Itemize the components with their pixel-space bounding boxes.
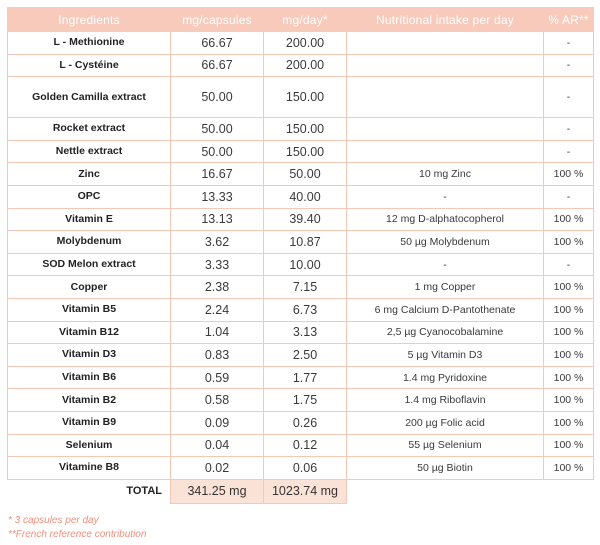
total-blank-cell	[347, 479, 544, 503]
ingredient-cell: SOD Melon extract	[8, 253, 171, 276]
intake-cell: 50 µg Molybdenum	[347, 231, 544, 254]
mg-day-cell: 150.00	[264, 118, 347, 141]
table-row	[8, 276, 594, 299]
intake-cell: 12 mg D-alphatocopherol	[347, 208, 544, 231]
mg-day-cell: 7.15	[264, 276, 347, 299]
mg-day-cell: 50.00	[264, 163, 347, 186]
intake-cell: -	[347, 185, 544, 208]
table-row	[8, 298, 594, 321]
mg-capsule-cell: 0.04	[171, 434, 264, 457]
header-mg-day: mg/day*	[264, 8, 347, 32]
intake-cell: 55 µg Selenium	[347, 434, 544, 457]
ingredient-cell: Nettle extract	[8, 140, 171, 163]
table-header	[8, 8, 594, 32]
mg-day-cell: 3.13	[264, 321, 347, 344]
header-mg-capsules: mg/capsules	[171, 8, 264, 32]
table-footer	[8, 479, 594, 503]
intake-cell	[347, 118, 544, 141]
ar-cell: 100 %	[544, 298, 594, 321]
ingredient-cell: Vitamin B5	[8, 298, 171, 321]
mg-day-cell: 6.73	[264, 298, 347, 321]
mg-capsule-cell: 0.59	[171, 366, 264, 389]
table-row	[8, 208, 594, 231]
mg-capsule-cell: 0.02	[171, 457, 264, 480]
mg-capsule-cell: 50.00	[171, 77, 264, 118]
total-label: TOTAL	[126, 485, 162, 498]
ingredient-cell: Rocket extract	[8, 118, 171, 141]
mg-day-cell: 10.87	[264, 231, 347, 254]
mg-capsule-cell: 66.67	[171, 32, 264, 55]
ar-cell: 100 %	[544, 411, 594, 434]
mg-day-cell: 200.00	[264, 32, 347, 55]
table-body	[8, 32, 594, 480]
ar-cell: -	[544, 253, 594, 276]
table-row	[8, 185, 594, 208]
mg-day-cell: 150.00	[264, 140, 347, 163]
table-row	[8, 253, 594, 276]
mg-capsule-cell: 3.62	[171, 231, 264, 254]
footnote-french-reference: **French reference contribution	[8, 528, 147, 540]
intake-cell	[347, 140, 544, 163]
nutrition-table-container	[7, 7, 593, 542]
ingredient-cell: Vitamin E	[8, 208, 171, 231]
mg-capsule-cell: 0.58	[171, 389, 264, 412]
ingredient-cell: Vitamin D3	[8, 344, 171, 367]
total-row	[8, 479, 594, 503]
mg-capsule-cell: 0.83	[171, 344, 264, 367]
ar-cell: 100 %	[544, 208, 594, 231]
mg-day-cell: 39.40	[264, 208, 347, 231]
intake-cell: 50 µg Biotin	[347, 457, 544, 480]
mg-day-cell: 150.00	[264, 77, 347, 118]
mg-capsule-cell: 50.00	[171, 118, 264, 141]
ar-cell: -	[544, 77, 594, 118]
ingredient-cell: L - Methionine	[8, 32, 171, 55]
ar-cell: 100 %	[544, 457, 594, 480]
nutrition-table	[7, 7, 594, 504]
ar-cell: 100 %	[544, 321, 594, 344]
ar-cell: 100 %	[544, 389, 594, 412]
intake-cell: 1.4 mg Pyridoxine	[347, 366, 544, 389]
intake-cell: 5 µg Vitamin D3	[347, 344, 544, 367]
table-row	[8, 54, 594, 77]
ingredient-cell: Vitamin B12	[8, 321, 171, 344]
mg-day-cell: 1.75	[264, 389, 347, 412]
ingredient-cell: Molybdenum	[8, 231, 171, 254]
ingredient-cell: Vitamin B9	[8, 411, 171, 434]
intake-cell	[347, 77, 544, 118]
ar-cell: -	[544, 118, 594, 141]
ingredient-cell: Vitamin B2	[8, 389, 171, 412]
ar-cell: 100 %	[544, 163, 594, 186]
table-row	[8, 118, 594, 141]
mg-capsule-cell: 50.00	[171, 140, 264, 163]
mg-capsule-cell: 0.09	[171, 411, 264, 434]
table-row	[8, 366, 594, 389]
ingredient-cell: Golden Camilla extract	[8, 77, 171, 118]
mg-day-cell: 1.77	[264, 366, 347, 389]
ingredient-cell: Vitamine B8	[8, 457, 171, 480]
ingredient-cell: L - Cystéine	[8, 54, 171, 77]
ingredient-cell: OPC	[8, 185, 171, 208]
mg-capsule-cell: 66.67	[171, 54, 264, 77]
table-row	[8, 163, 594, 186]
ingredient-cell: Zinc	[8, 163, 171, 186]
intake-cell: 1 mg Copper	[347, 276, 544, 299]
ar-cell: -	[544, 54, 594, 77]
table-row	[8, 32, 594, 55]
mg-capsule-cell: 2.24	[171, 298, 264, 321]
table-row	[8, 434, 594, 457]
ingredient-cell: Copper	[8, 276, 171, 299]
ar-cell: -	[544, 185, 594, 208]
footnote-capsules-per-day: * 3 capsules per day	[8, 514, 99, 526]
intake-cell: 1.4 mg Riboflavin	[347, 389, 544, 412]
table-row	[8, 77, 594, 118]
ar-cell: 100 %	[544, 344, 594, 367]
mg-capsule-cell: 3.33	[171, 253, 264, 276]
intake-cell: 200 µg Folic acid	[347, 411, 544, 434]
ar-cell: -	[544, 140, 594, 163]
table-row	[8, 389, 594, 412]
total-mg-capsule: 341.25 mg	[171, 479, 264, 503]
footnotes	[7, 514, 593, 542]
header-nutritional-intake: Nutritional intake per day	[347, 8, 544, 32]
table-row	[8, 457, 594, 480]
table-row	[8, 140, 594, 163]
mg-day-cell: 40.00	[264, 185, 347, 208]
mg-day-cell: 0.06	[264, 457, 347, 480]
intake-cell	[347, 32, 544, 55]
ar-cell: 100 %	[544, 276, 594, 299]
total-blank-cell	[544, 479, 594, 503]
mg-day-cell: 200.00	[264, 54, 347, 77]
table-row	[8, 321, 594, 344]
ar-cell: 100 %	[544, 366, 594, 389]
ar-cell: 100 %	[544, 231, 594, 254]
mg-capsule-cell: 13.33	[171, 185, 264, 208]
mg-capsule-cell: 13.13	[171, 208, 264, 231]
mg-capsule-cell: 1.04	[171, 321, 264, 344]
table-row	[8, 411, 594, 434]
intake-cell: -	[347, 253, 544, 276]
mg-capsule-cell: 16.67	[171, 163, 264, 186]
mg-day-cell: 0.12	[264, 434, 347, 457]
intake-cell: 10 mg Zinc	[347, 163, 544, 186]
header-ingredients: Ingredients	[8, 8, 171, 32]
mg-day-cell: 10.00	[264, 253, 347, 276]
total-mg-day: 1023.74 mg	[264, 479, 347, 503]
intake-cell: 2,5 µg Cyanocobalamine	[347, 321, 544, 344]
mg-day-cell: 2.50	[264, 344, 347, 367]
table-row	[8, 231, 594, 254]
table-row	[8, 344, 594, 367]
ar-cell: -	[544, 32, 594, 55]
ingredient-cell: Selenium	[8, 434, 171, 457]
header-percent-ar: % AR**	[544, 8, 594, 32]
ar-cell: 100 %	[544, 434, 594, 457]
intake-cell	[347, 54, 544, 77]
ingredient-cell: Vitamin B6	[8, 366, 171, 389]
mg-capsule-cell: 2.38	[171, 276, 264, 299]
intake-cell: 6 mg Calcium D-Pantothenate	[347, 298, 544, 321]
mg-day-cell: 0.26	[264, 411, 347, 434]
